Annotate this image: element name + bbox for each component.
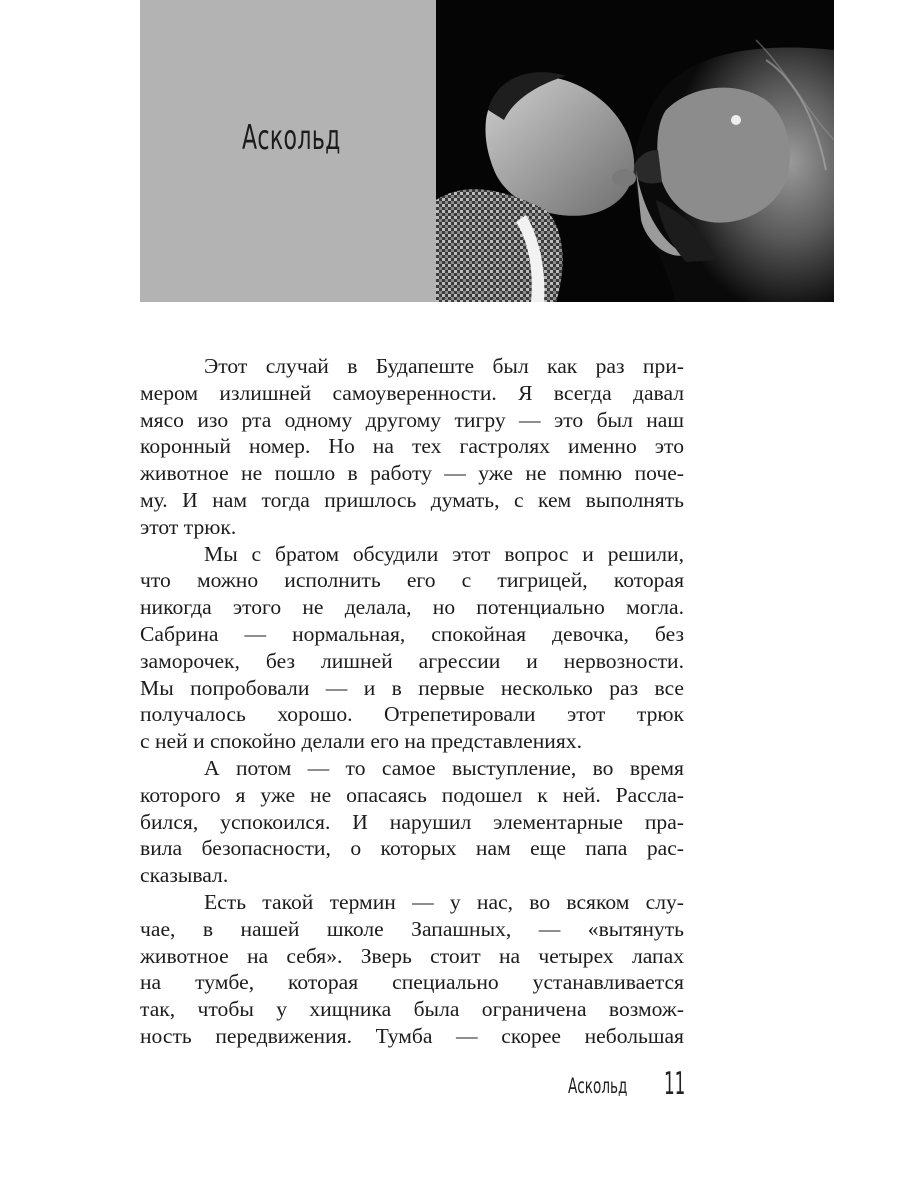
text-line: этот трюк. (140, 514, 237, 539)
text-line: которого я уже не опасаясь подошел к ней. Расслa- (140, 782, 684, 807)
text-line: так, чтобы у хищника была ограничена возмож- (140, 997, 684, 1022)
text-line: заморочек, без лишней агрессии и нервозности. (140, 648, 684, 673)
text-line: мясо изо рта одному другому тигру — это был наш (140, 407, 684, 432)
text-line: Есть такой термин — у нас, во всяком слу- (204, 889, 684, 914)
page-number: 11 (664, 1066, 686, 1102)
text-line: животное не пошло в работу — уже не помню поче- (140, 461, 684, 486)
text-line: бился, успокоился. И нарушил элементарные пра- (140, 809, 684, 834)
text-line: никогда этого не делала, но потенциально могла. (140, 595, 684, 620)
text-line: коронный номер. Но на тех гастролях именно это (140, 434, 684, 459)
chapter-photo (436, 0, 834, 302)
text-line: ность передвижения. Тумба — скорее небольшая (140, 1023, 684, 1048)
man-kissing-lion-photo (436, 0, 834, 302)
text-line: Сабрина — нормальная, спокойная девочка, без (140, 621, 684, 646)
text-line: мером излишней самоуверенности. Я всегда давал (140, 380, 684, 405)
text-line: Мы с братом обсудили этот вопрос и решили, (204, 541, 684, 566)
text-line: сказывал. (140, 863, 229, 888)
chapter-title: Аскольд (242, 118, 341, 158)
text-line: Мы попробовали — и в первые несколько раз все (140, 675, 684, 700)
running-title: Аскольд (568, 1074, 628, 1098)
text-line: животное на себя». Зверь стоит на четырех лапах (140, 943, 684, 968)
text-line: получалось хорошо. Отрепетировали этот трюк (140, 702, 684, 727)
text-line: Этот случай в Будапеште был как раз при- (204, 354, 684, 378)
text-line: что можно исполнить его с тигрицей, которая (140, 568, 684, 593)
text-line: чае, в нашей школе Запашных, — «вытянуть (140, 916, 684, 941)
text-line: А потом — то самое выступление, во время (204, 755, 684, 780)
text-line: с ней и спокойно делали его на представлениях. (140, 729, 582, 754)
body-text (140, 353, 684, 1050)
text-line: на тумбе, которая специально устанавливается (140, 970, 684, 995)
text-line: вила безопасности, о которых нам еще папа рас- (140, 836, 684, 861)
text-line: му. И нам тогда пришлось думать, с кем выполнять (140, 487, 684, 512)
